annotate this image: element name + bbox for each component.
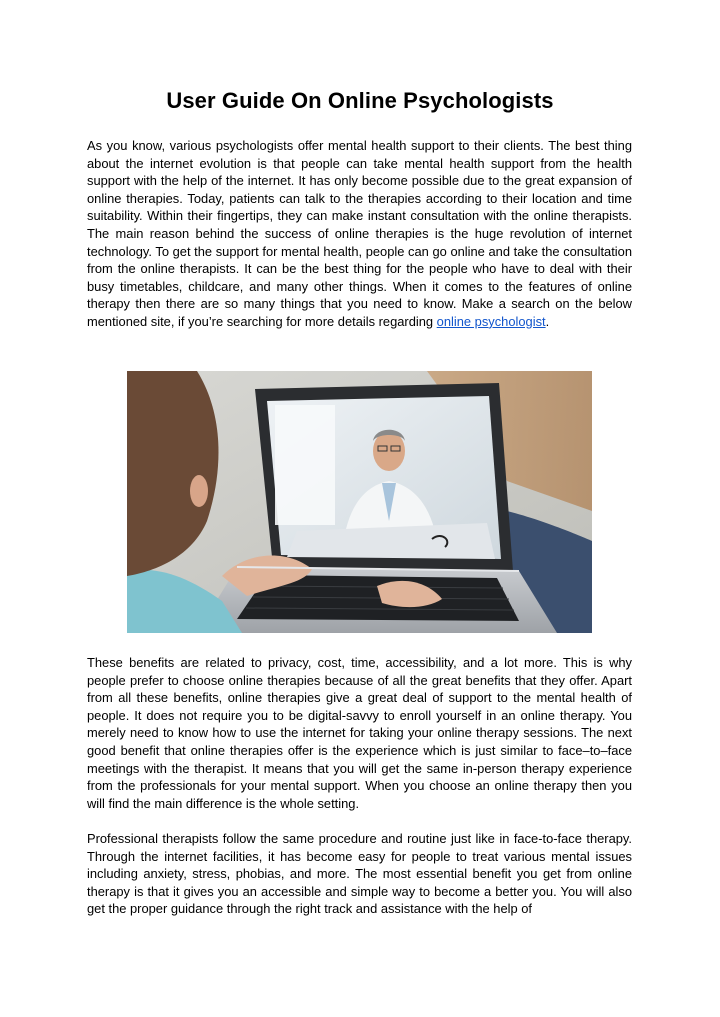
intro-paragraph-text: As you know, various psychologists offer mental health support to their clients. The best thing about the internet evolution is that people can take mental health support from the health support with the help of the internet. It has only become possible due to the great expansion of online therapies. Today, patients can talk to the therapies according to their location and time suitability. Within their fingertips, they can make instant consultation with the online therapists. The main reason behind the success of online therapies is the huge revolution of internet technology. To get the support for mental health, people can go online and take the consultation from the online therapists. It can be the best thing for the people who have to deal with their busy timetables, childcare, and many other things. When it comes to the features of online therapy then there are so many things that you need to know. Make a search on the below mentioned site, if you’re searching for more details regarding	[87, 138, 632, 329]
procedure-paragraph: Professional therapists follow the same procedure and routine just like in face-to-face therapy. Through the internet facilities, it has become easy for people to treat various mental issues including anxiety, stress, phobias, and more. The most essential benefit you get from online therapy is that it gives you an accessible and simple way to become a better you. You will also get the proper guidance through the right track and assistance with the help of	[87, 831, 632, 917]
intro-paragraph	[87, 137, 632, 331]
online-therapy-photo	[127, 371, 592, 633]
intro-paragraph-period: .	[545, 313, 550, 329]
benefits-paragraph: These benefits are related to privacy, cost, time, accessibility, and a lot more. This is why people prefer to choose online therapies because of all the great benefits that they offer. Apart from all these benefits, online therapies give a great deal of support to the mental health of people. It does not require you to be digital-savvy to enroll yourself in an online therapy. You merely need to know how to use the internet for taking your online therapy sessions. The next good benefit that online therapies offer is the experience which is just similar to face–to–face meetings with the therapist. It means that you will get the same in-person therapy experience from the professionals for your mental support. When you choose an online therapy then you will find the main difference is the whole setting.	[87, 655, 632, 811]
online-psychologist-link[interactable]: online psychologist	[436, 313, 546, 329]
page-title: User Guide On Online Psychologists	[166, 88, 554, 113]
